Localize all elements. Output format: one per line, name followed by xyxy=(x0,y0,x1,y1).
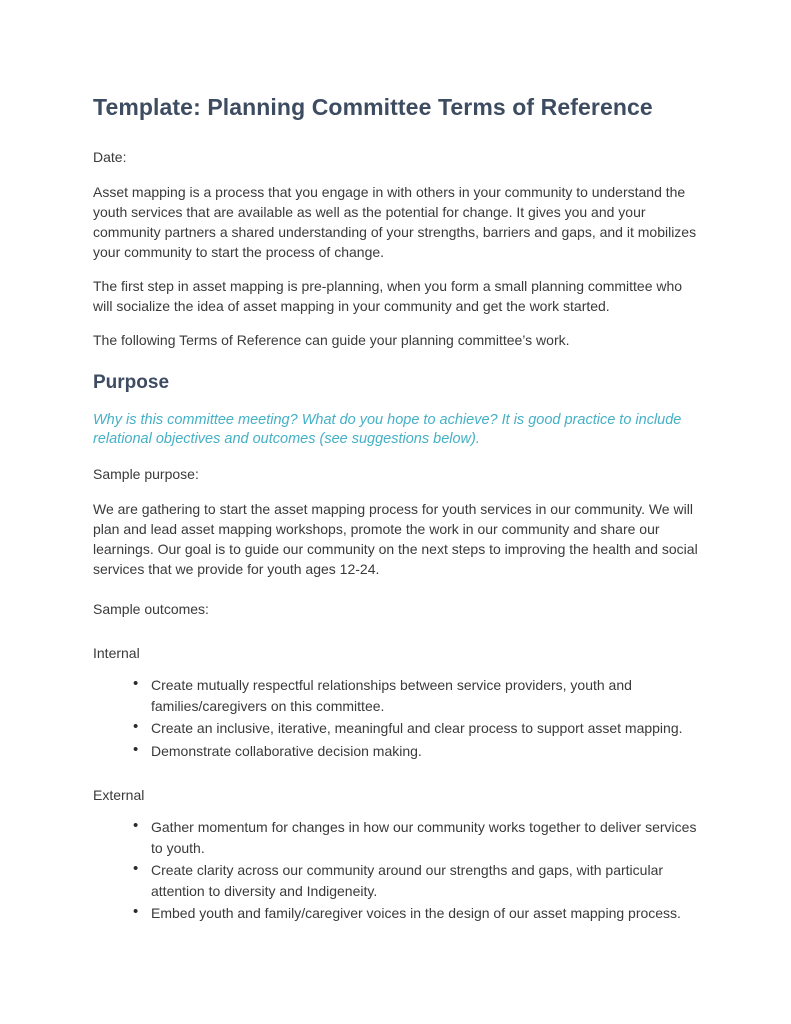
intro-paragraph-3: The following Terms of Reference can guide your planning committee’s work. xyxy=(93,332,570,349)
list-item: • Create mutually respectful relationships between service providers, youth and families/caregivers on this committee. xyxy=(133,675,698,716)
list-item: • Create clarity across our community around our strengths and gaps, with particular attention to diversity and Indigeneity. xyxy=(133,860,698,901)
list-item: • Gather momentum for changes in how our community works together to deliver services to youth. xyxy=(133,817,698,858)
sample-purpose-text: We are gathering to start the asset mapping process for youth services in our community. We will plan and lead asset mapping workshops, promote the work in our community and share our learnings. Our goal is to guide our community on the next steps to improving the health and social services that we provide for youth ages 12-24. xyxy=(93,501,698,578)
sample-purpose-label: Sample purpose: xyxy=(93,466,199,483)
external-outcomes-list xyxy=(93,817,698,924)
purpose-guidance-note: Why is this committee meeting? What do you hope to achieve? It is good practice to include relational objectives and outcomes (see suggestions below). xyxy=(93,412,682,448)
date-label: Date: xyxy=(93,149,127,166)
internal-outcomes-list xyxy=(93,675,698,761)
intro-paragraph-1: Asset mapping is a process that you engage in with others in your community to understand the youth services that are available as well as the potential for change. It gives you and your community partners a shared understanding of your strengths, barriers and gaps, and it mobilizes your community to start the process of change. xyxy=(93,184,697,261)
list-item: • Embed youth and family/caregiver voices in the design of our asset mapping process. xyxy=(133,903,698,924)
external-outcomes-label: External xyxy=(93,787,145,804)
document-title: Template: Planning Committee Terms of Reference xyxy=(93,94,653,120)
list-item: • Demonstrate collaborative decision making. xyxy=(133,741,698,762)
intro-paragraph-2: The first step in asset mapping is pre-planning, when you form a small planning committee who will socialize the idea of asset mapping in your community and get the work started. xyxy=(93,278,683,315)
sample-outcomes-label: Sample outcomes: xyxy=(93,601,209,618)
list-item: • Create an inclusive, iterative, meaningful and clear process to support asset mapping. xyxy=(133,718,698,739)
internal-outcomes-label: Internal xyxy=(93,645,140,662)
purpose-heading: Purpose xyxy=(93,372,170,394)
